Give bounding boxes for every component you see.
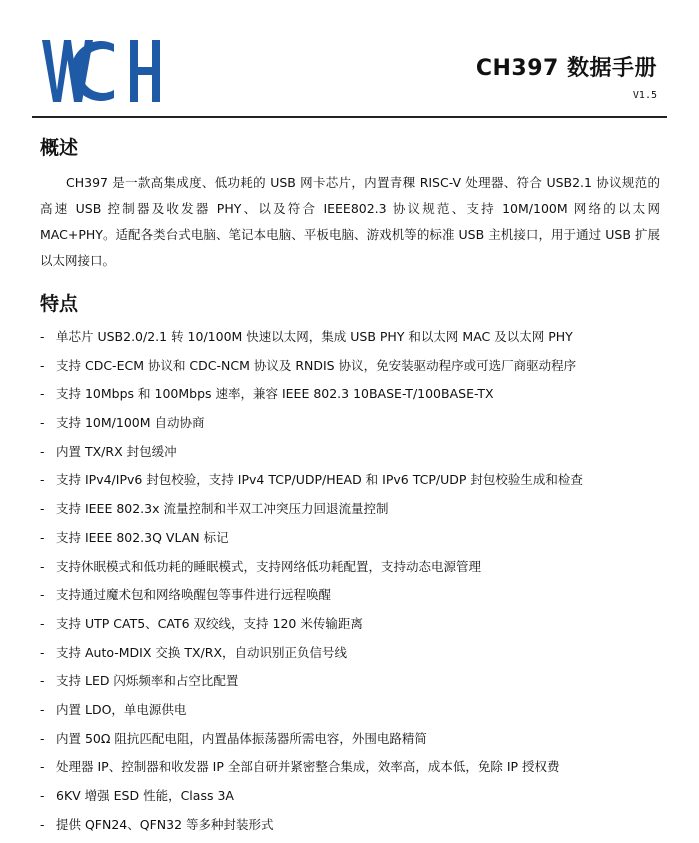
- feature-item: [40, 614, 670, 643]
- feature-item: [40, 700, 670, 729]
- feature-text: 支持 CDC-ECM 协议和 CDC-NCM 协议及 RNDIS 协议，免安装驱动程序或可选厂商驱动程序: [56, 357, 577, 373]
- header-divider: [32, 116, 667, 118]
- feature-text: 内置 TX/RX 封包缓冲: [56, 443, 177, 459]
- bullet-dash: -: [40, 701, 45, 717]
- bullet-dash: -: [40, 472, 45, 488]
- feature-text: 内置 LDO，单电源供电: [56, 701, 187, 717]
- bullet-dash: -: [40, 415, 45, 431]
- bullet-dash: -: [40, 759, 45, 775]
- feature-item: [40, 528, 670, 557]
- bullet-dash: -: [40, 788, 45, 803]
- wch-logo-mark: [42, 40, 160, 102]
- document-title: CH397 数据手册: [475, 56, 657, 81]
- feature-item: [40, 786, 670, 815]
- bullet-dash: -: [40, 357, 45, 373]
- bullet-dash: -: [40, 816, 45, 832]
- feature-item: [40, 356, 670, 385]
- feature-item: [40, 470, 670, 499]
- bullet-dash: -: [40, 615, 45, 631]
- feature-item: [40, 671, 670, 700]
- features-list: [40, 327, 670, 843]
- feature-item: [40, 499, 670, 528]
- overview-paragraph: CH397 是一款高集成度、低功耗的 USB 网卡芯片，内置青稞 RISC-V 处理器、符合 USB2.1 协议规范的高速 USB 控制器及收发器 PHY、以及符合 IEEE802.3 协议规范、支持 10M/100M 网络的以太网 MAC+PHY。适配各类台式电脑、笔记本电脑、平板电脑、游戏机等的标准 USB 主机接口，用于通过 USB 扩展以太网接口。: [40, 175, 660, 268]
- feature-text: 6KV 增强 ESD 性能，Class 3A: [56, 788, 234, 803]
- feature-text: 支持休眠模式和低功耗的睡眠模式，支持网络低功耗配置，支持动态电源管理: [56, 558, 482, 574]
- features-heading: 特点: [40, 293, 79, 315]
- feature-item: [40, 729, 670, 758]
- bullet-dash: -: [40, 587, 45, 603]
- feature-text: 支持 IPv4/IPv6 封包校验，支持 IPv4 TCP/UDP/HEAD 和 IPv6 TCP/UDP 封包校验生成和检查: [56, 472, 583, 488]
- feature-item: [40, 757, 670, 786]
- bullet-dash: -: [40, 558, 45, 574]
- document-version: V1.5: [632, 90, 657, 101]
- feature-text: 支持 10Mbps 和 100Mbps 速率，兼容 IEEE 802.3 10BASE-T/100BASE-TX: [56, 386, 494, 402]
- feature-item: [40, 557, 670, 586]
- feature-text: 支持通过魔术包和网络唤醒包等事件进行远程唤醒: [56, 587, 332, 603]
- wch-logo: [42, 40, 160, 102]
- feature-text: 内置 50Ω 阻抗匹配电阻，内置晶体振荡器所需电容，外围电路精简: [56, 730, 427, 746]
- feature-text: 支持 Auto-MDIX 交换 TX/RX，自动识别正负信号线: [56, 644, 348, 660]
- bullet-dash: -: [40, 673, 45, 689]
- feature-text: 支持 UTP CAT5、CAT6 双绞线，支持 120 米传输距离: [56, 615, 363, 631]
- feature-item: [40, 815, 670, 843]
- bullet-dash: -: [40, 644, 45, 660]
- feature-text: 单芯片 USB2.0/2.1 转 10/100M 快速以太网，集成 USB PHY 和以太网 MAC 及以太网 PHY: [56, 329, 573, 344]
- bullet-dash: -: [40, 501, 45, 517]
- feature-text: 处理器 IP、控制器和收发器 IP 全部自研并紧密整合集成，效率高，成本低，免除 IP 授权费: [56, 759, 560, 775]
- feature-item: [40, 413, 670, 442]
- feature-item: [40, 327, 670, 356]
- bullet-dash: -: [40, 386, 45, 402]
- bullet-dash: -: [40, 329, 45, 344]
- bullet-dash: -: [40, 529, 45, 545]
- bullet-dash: -: [40, 730, 45, 746]
- feature-text: 提供 QFN24、QFN32 等多种封装形式: [56, 816, 274, 832]
- document-header: [476, 56, 657, 102]
- overview-heading: 概述: [40, 137, 79, 159]
- feature-item: [40, 442, 670, 471]
- bullet-dash: -: [40, 443, 45, 459]
- feature-text: 支持 IEEE 802.3x 流量控制和半双工冲突压力回退流量控制: [56, 501, 389, 517]
- feature-text: 支持 LED 闪烁频率和占空比配置: [56, 673, 239, 689]
- feature-text: 支持 IEEE 802.3Q VLAN 标记: [56, 529, 229, 545]
- feature-text: 支持 10M/100M 自动协商: [56, 415, 205, 431]
- feature-item: [40, 585, 670, 614]
- feature-item: [40, 384, 670, 413]
- feature-item: [40, 643, 670, 672]
